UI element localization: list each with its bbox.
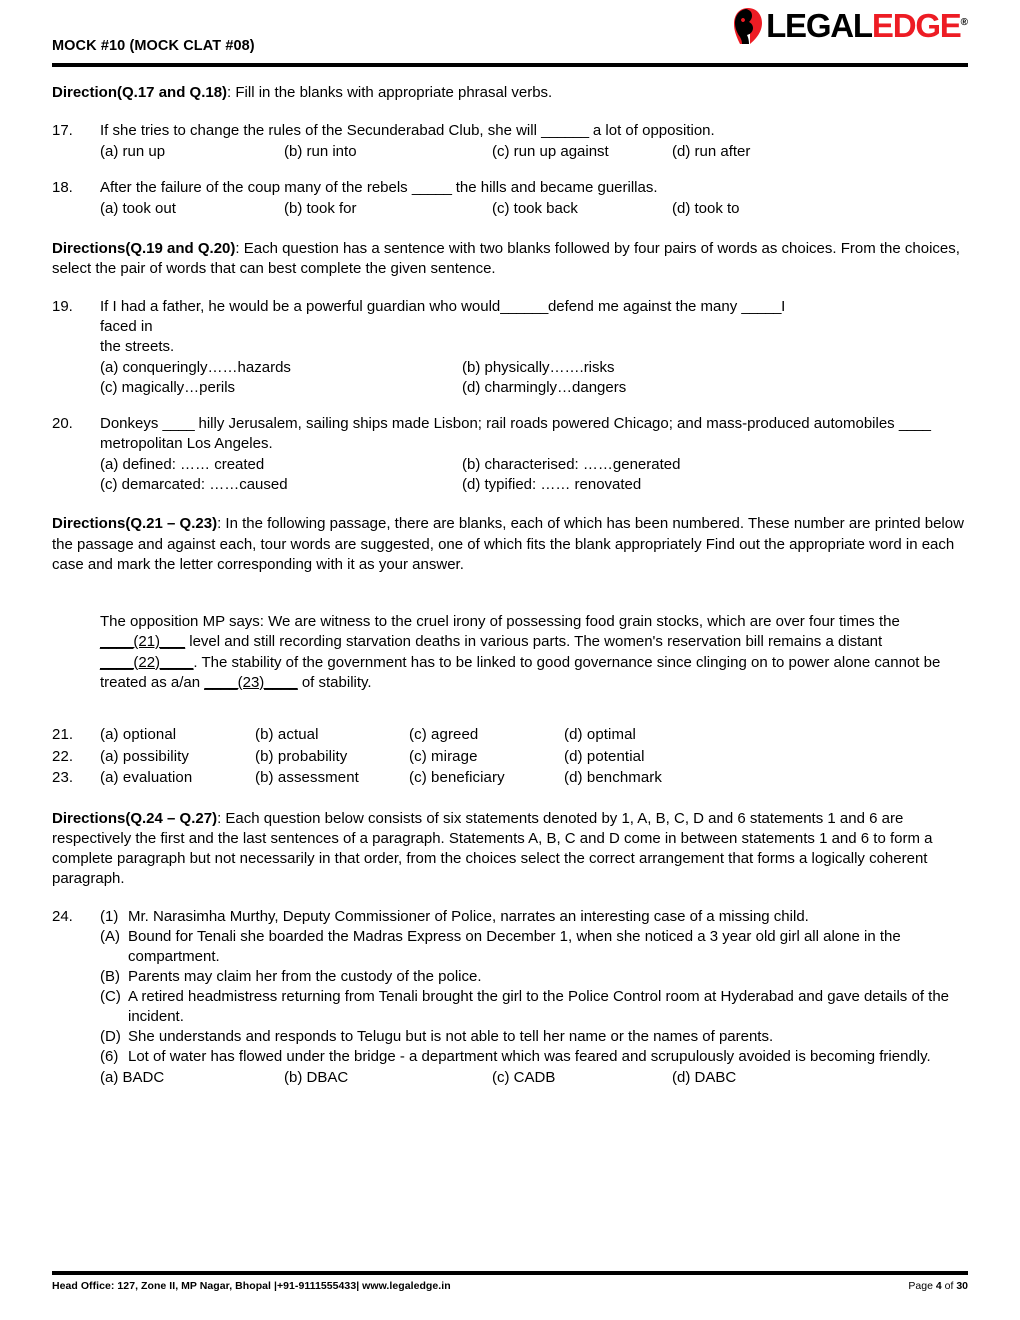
direction-q21-q23 [52, 514, 968, 574]
question-24-statement-1 [100, 907, 968, 927]
direction-q24-q27-label: Directions(Q.24 – Q.27) [52, 809, 218, 827]
question-19-option-c[interactable]: (c) magically…perils [100, 378, 236, 396]
direction-q21-q23-label: Directions(Q.21 – Q.23) [52, 515, 218, 533]
direction-q24-q27-text: : Each question below consists of six statements denoted by 1, A, B, C, D and 6 statements 1 and 6 are respectively the first and the last sentences of a paragraph. Statements A, B, C and D come in between statements 1 and 6 to form a complete paragraph but not necessarily in that order, from the choices select the correct arrangement that forms a logically coherent paragraph. [52, 809, 933, 887]
table-row [52, 767, 968, 788]
question-20-number: 20. [52, 414, 73, 432]
question-21-option-c[interactable]: (c) agreed [409, 726, 479, 744]
question-20 [52, 414, 968, 495]
question-17-stem [100, 121, 968, 141]
question-19 [52, 297, 968, 398]
statement-tag: (D) [100, 1027, 121, 1045]
question-17-option-c[interactable]: (c) run up against [492, 143, 609, 161]
question-24-option-b[interactable]: (b) DBAC [284, 1068, 349, 1086]
statement-tag: (C) [100, 987, 121, 1005]
question-18-option-d[interactable]: (d) took to [672, 199, 740, 217]
question-19-stem-part1: If I had a father, he would be a powerful guardian who would [100, 298, 501, 316]
question-20-blank-2: ____ [898, 414, 931, 432]
page-number-current: 4 [935, 1280, 942, 1292]
question-24-statement-d [100, 1027, 968, 1047]
question-19-blank-1: ______ [500, 298, 548, 316]
question-20-stem-part2: hilly Jerusalem, sailing ships made Lisbon; rail roads powered Chicago; and mass-produced automobiles [194, 414, 899, 432]
question-20-stem-part3: metropolitan Los Angeles. [100, 434, 273, 452]
direction-q24-q27 [52, 809, 968, 889]
passage-blank-22[interactable]: ____(22)____ [100, 653, 194, 671]
question-18-option-a[interactable]: (a) took out [100, 199, 176, 217]
direction-q21-q23-text: : In the following passage, there are blanks, each of which has been numbered. These number are printed below the passage and against each, tour words are suggested, one of which fits the blank appropriately Find out the appropriate word in each case and mark the letter corresponding with it as your answer. [52, 515, 964, 573]
question-19-option-d[interactable]: (d) charmingly…dangers [462, 378, 627, 396]
question-18-option-b[interactable]: (b) took for [284, 199, 357, 217]
passage-text-2: level and still recording starvation deaths in various parts. The women's reservation bill remains a distant [185, 633, 883, 651]
statement-tag: (1) [100, 908, 119, 925]
question-19-number: 19. [52, 298, 73, 316]
question-18-option-c[interactable]: (c) took back [492, 199, 578, 217]
page-number-mid: of [941, 1280, 957, 1292]
question-17-blank: ______ [541, 122, 589, 140]
statement-text: Mr. Narasimha Murthy, Deputy Commissioner of Police, narrates an interesting case of a missing child. [128, 908, 809, 925]
table-row [52, 746, 968, 767]
question-20-option-c[interactable]: (c) demarcated: ……caused [100, 475, 288, 493]
question-24-option-d[interactable]: (d) DABC [672, 1068, 737, 1086]
passage-text-3: . The stability of the government has to be linked to good governance since clinging on to power alone cannot be treated as a/an [100, 653, 941, 691]
statement-tag: (6) [100, 1047, 119, 1065]
cloze-passage [100, 612, 968, 694]
question-24-statement-b [100, 967, 968, 987]
question-19-options [100, 358, 968, 398]
direction-q19-q20-text: : Each question has a sentence with two blanks followed by four pairs of words as choices. From the choices, select the pair of words that can best complete the given sentence. [52, 239, 960, 277]
direction-q19-q20 [52, 239, 968, 279]
question-17-option-a[interactable]: (a) run up [100, 143, 166, 161]
direction-q17-q18-label: Direction(Q.17 and Q.18) [52, 84, 228, 101]
question-18-options [100, 199, 968, 219]
question-21-number: 21. [52, 726, 74, 744]
statement-tag: (B) [100, 967, 120, 985]
question-17-stem-part1: If she tries to change the rules of the Secunderabad Club, she will [100, 122, 542, 140]
page-content [52, 67, 968, 1087]
footer-office-info: Head Office: 127, Zone II, MP Nagar, Bhopal |+91-9111555433| www.legaledge.in [52, 1280, 451, 1292]
statement-text: She understands and responds to Telugu but is not able to tell her name or the names of parents. [128, 1027, 774, 1045]
question-23-option-b[interactable]: (b) assessment [255, 769, 359, 787]
page-header [52, 0, 968, 62]
question-20-option-a[interactable]: (a) defined: …… created [100, 455, 265, 473]
footer-divider [52, 1271, 968, 1275]
page-number [893, 1280, 968, 1292]
statement-text: Bound for Tenali she boarded the Madras Express on December 1, when she noticed a 3 year old girl all alone in the compartment. [128, 927, 901, 965]
passage-blank-21[interactable]: ____(21)___ [100, 633, 186, 651]
question-19-option-a[interactable]: (a) conqueringly……hazards [100, 358, 291, 376]
statement-text: Parents may claim her from the custody of the police. [128, 967, 482, 985]
question-18-blank: _____ [411, 178, 452, 196]
logo-word-legal: LEGAL [766, 6, 872, 44]
question-19-stem-part3: I [781, 298, 786, 316]
question-19-stem-line3: the streets. [100, 337, 175, 355]
question-20-option-d[interactable]: (d) typified: …… renovated [462, 475, 642, 493]
logo-word-edge: EDGE [871, 6, 961, 44]
question-17-options [100, 142, 968, 162]
table-row [52, 724, 968, 745]
question-20-stem [100, 414, 968, 454]
page-footer [52, 1271, 968, 1292]
legaledge-wordmark [766, 6, 968, 44]
question-23-number: 23. [52, 769, 74, 787]
question-18-stem-part2: the hills and became guerillas. [451, 178, 658, 196]
question-21-23-options-table [52, 724, 968, 788]
question-17-stem-part2: a lot of opposition. [588, 122, 715, 140]
statement-text: Lot of water has flowed under the bridge - a department which was feared and scrupulously avoided is becoming friendly. [128, 1047, 931, 1065]
question-17-number: 17. [52, 122, 73, 140]
question-20-option-b[interactable]: (b) characterised: ……generated [462, 455, 681, 473]
question-21-option-d[interactable]: (d) optimal [564, 726, 636, 744]
legaledge-logo-mark-icon [730, 6, 764, 46]
question-19-stem [100, 297, 968, 317]
question-22-option-b[interactable]: (b) probability [255, 747, 348, 765]
direction-q17-q18 [52, 83, 968, 103]
statement-tag: (A) [100, 927, 120, 945]
page-number-prefix: Page [908, 1280, 936, 1292]
page-number-total: 30 [956, 1280, 968, 1292]
question-22-option-d[interactable]: (d) potential [564, 747, 645, 765]
question-17-option-b[interactable]: (b) run into [284, 143, 357, 161]
question-22-option-c[interactable]: (c) mirage [409, 747, 478, 765]
passage-blank-23[interactable]: ____(23)____ [204, 673, 298, 691]
question-24-options [100, 1068, 968, 1088]
statement-text: A retired headmistress returning from Tenali brought the girl to the Police Control room at Hyderabad and gave details of the incident. [128, 987, 950, 1025]
passage-text-4: of stability. [297, 673, 372, 691]
question-20-stem-part1: Donkeys [100, 414, 163, 432]
question-19-option-b[interactable]: (b) physically…….risks [462, 358, 615, 376]
question-21-option-b[interactable]: (b) actual [255, 726, 319, 744]
question-22-option-a[interactable]: (a) possibility [100, 747, 190, 765]
question-19-stem-line2: faced in [100, 317, 153, 335]
question-18-stem [100, 178, 968, 198]
question-23-option-d[interactable]: (d) benchmark [564, 769, 663, 787]
question-23-option-c[interactable]: (c) beneficiary [409, 769, 505, 787]
registered-trademark-icon: ® [960, 16, 968, 28]
question-24-number: 24. [52, 908, 73, 925]
question-24-statement-6 [100, 1047, 968, 1067]
question-24-statement-a [100, 927, 968, 967]
question-18-stem-part1: After the failure of the coup many of the rebels [100, 178, 412, 196]
question-21-option-a[interactable]: (a) optional [100, 726, 177, 744]
question-24-option-c[interactable]: (c) CADB [492, 1068, 556, 1086]
question-24 [52, 907, 968, 1087]
direction-q17-q18-text: : Fill in the blanks with appropriate phrasal verbs. [227, 84, 553, 101]
legaledge-logo [730, 4, 968, 48]
passage-text-1: The opposition MP says: We are witness to the cruel irony of possessing food grain stocks, which are over four times the [100, 612, 900, 630]
question-19-blank-2: _____ [741, 298, 782, 316]
question-20-options [100, 455, 968, 495]
question-24-statement-c [100, 987, 968, 1027]
question-23-option-a[interactable]: (a) evaluation [100, 769, 193, 787]
page-title: MOCK #10 (MOCK CLAT #08) [52, 38, 255, 54]
question-18-number: 18. [52, 178, 73, 196]
question-20-blank-1: ____ [162, 414, 195, 432]
direction-q19-q20-label: Directions(Q.19 and Q.20) [52, 239, 236, 257]
question-17 [52, 121, 968, 162]
question-22-number: 22. [52, 747, 74, 765]
question-24-option-a[interactable]: (a) BADC [100, 1068, 165, 1086]
question-19-stem-part2: defend me against the many [547, 298, 742, 316]
question-18 [52, 178, 968, 219]
question-17-option-d[interactable]: (d) run after [672, 143, 751, 161]
